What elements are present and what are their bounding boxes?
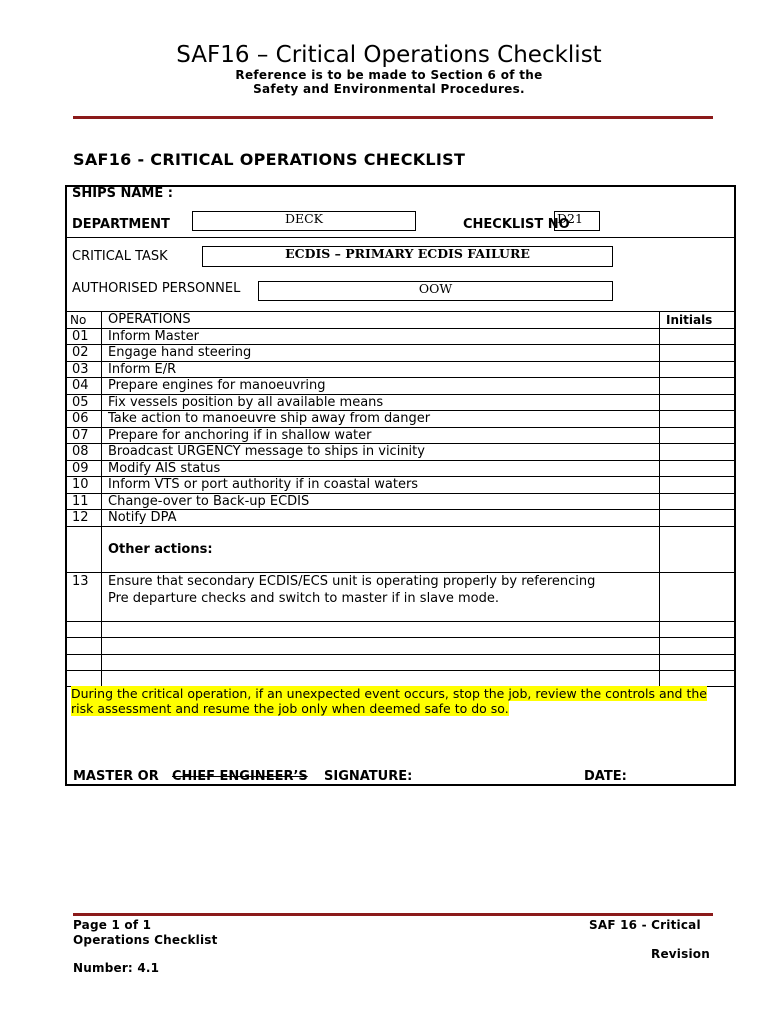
table-row-line [66,654,736,655]
master-or-label: MASTER OR [73,769,159,784]
header-rule [73,116,713,119]
chief-engineer-label: CHIEF ENGINEER’S [172,769,308,784]
footer-revision-number: Number: 4.1 [73,961,160,975]
row-no: 01 [72,329,89,344]
row-operation: Fix vessels position by all available means [108,395,384,410]
row-operation: Inform Master [108,329,199,344]
row-operation: Inform VTS or port authority if in coastal waters [108,477,419,492]
row-operation: Prepare engines for manoeuvring [108,378,326,393]
col-operations-header: OPERATIONS [108,312,191,327]
row-no: 03 [72,362,89,377]
department-field[interactable]: DECK [192,211,416,231]
row-operation: Notify DPA [108,510,177,525]
row-no: 06 [72,411,89,426]
row-operation: Modify AIS status [108,461,221,476]
table-row-line [66,526,736,527]
row-no: 13 [72,574,89,589]
row-no: 05 [72,395,89,410]
row-operation: Ensure that secondary ECDIS/ECS unit is operating properly by referencing [108,574,596,589]
table-column-line [659,311,660,686]
critical-task-field[interactable]: ECDIS – PRIMARY ECDIS FAILURE [202,246,613,267]
row-no: 11 [72,494,89,509]
department-label: DEPARTMENT [72,217,170,232]
row-operation: Engage hand steering [108,345,252,360]
other-actions-label: Other actions: [108,542,213,557]
checklist-no-field[interactable]: D21 [554,211,600,231]
row-no: 02 [72,345,89,360]
subtitle-line-2: Safety and Environmental Procedures. [253,82,525,96]
form-heading: SAF16 - CRITICAL OPERATIONS CHECKLIST [73,150,466,169]
row-no: 08 [72,444,89,459]
safety-note-text: During the critical operation, if an unexpected event occurs, stop the job, review the controls and the risk assessment and resume the job only when deemed safe to do so. [71,686,707,716]
row-operation: Take action to manoeuvre ship away from danger [108,411,431,426]
table-row-line [66,670,736,671]
footer-doc-title-left: Operations Checklist [73,933,218,947]
row-no: 12 [72,510,89,525]
table-row-line [66,621,736,622]
col-no-header: No [70,313,87,327]
row-no: 07 [72,428,89,443]
authorised-personnel-label: AUTHORISED PERSONNEL [72,281,241,296]
table-column-line [101,311,102,686]
subtitle-line-1: Reference is to be made to Section 6 of the [235,68,543,82]
footer-revision: Revision [651,947,710,961]
signature-label: SIGNATURE: [324,769,413,784]
page-number: Page 1 of 1 [73,918,152,932]
checklist-no-label: CHECKLIST NO [463,217,570,232]
divider [66,237,736,238]
safety-note [71,686,733,716]
ships-name-label: SHIPS NAME : [72,186,173,201]
page-title: SAF16 – Critical Operations Checklist [176,42,602,68]
row-no: 09 [72,461,89,476]
table-row-line [66,637,736,638]
footer-rule [73,913,713,916]
row-operation: Broadcast URGENCY message to ships in vicinity [108,444,425,459]
row-operation: Prepare for anchoring if in shallow water [108,428,372,443]
row-operation: Change-over to Back-up ECDIS [108,494,310,509]
row-operation: Inform E/R [108,362,177,377]
row-no: 10 [72,477,89,492]
table-row-line [66,572,736,573]
date-label: DATE: [584,769,627,784]
authorised-personnel-field[interactable]: OOW [258,281,613,301]
row-operation-continued: Pre departure checks and switch to master if in slave mode. [108,591,499,606]
col-initials-header: Initials [666,313,713,327]
row-no: 04 [72,378,89,393]
footer-doc-title-right: SAF 16 - Critical [589,918,701,932]
critical-task-label: CRITICAL TASK [72,249,168,264]
